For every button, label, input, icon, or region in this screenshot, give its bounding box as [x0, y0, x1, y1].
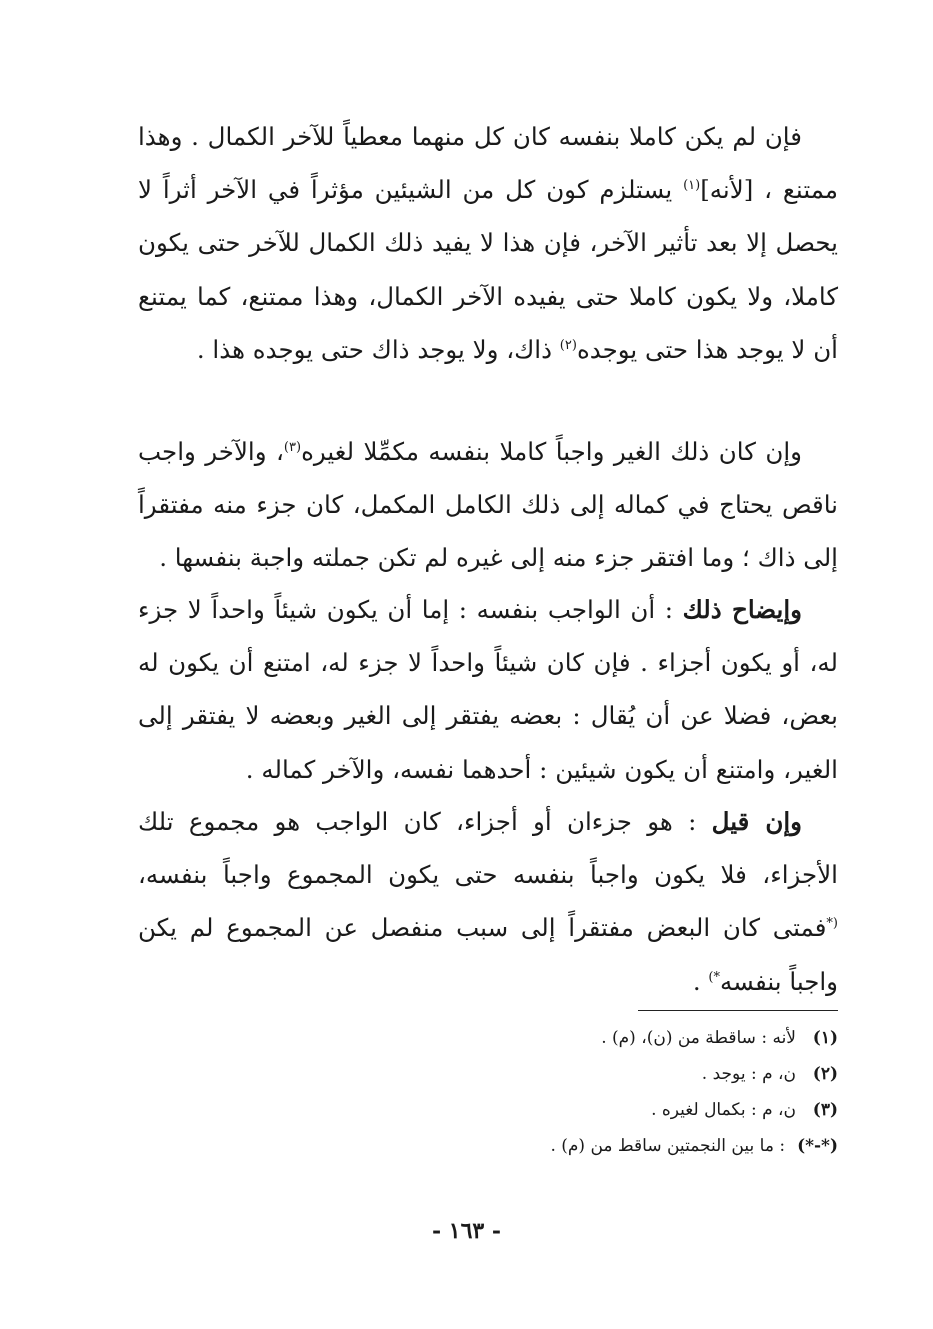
paragraph-2: [138, 425, 838, 585]
footnote-ref-2[interactable]: (٢): [559, 337, 577, 353]
footnote-separator: [638, 1010, 838, 1011]
footnote-text: ن، م : يوجد .: [701, 1064, 796, 1084]
footnote-item: [138, 1020, 838, 1056]
star-marker-close[interactable]: *): [708, 969, 720, 985]
paragraph-1-text-c: ذاك، ولا يوجد ذاك حتى يوجده هذا .: [196, 334, 560, 364]
footnote-item: [138, 1092, 838, 1128]
paragraph-4-text: : هو جزءان أو أجزاء، كان الواجب هو مجموع تلك الأجزاء، فلا يكون واجباً بنفسه حتى يكون المجموع واجباً بنفسه،: [138, 807, 838, 890]
paragraph-4-text-c: .: [692, 966, 709, 996]
paragraph-4: [138, 795, 838, 1008]
footnote-number: (*-*): [797, 1136, 838, 1156]
page-number: - ١٦٣ -: [431, 1218, 502, 1244]
paragraph-4-lead: وإن قيل: [711, 807, 802, 836]
star-marker-open[interactable]: (*: [826, 916, 838, 932]
paragraph-3-text: : أن الواجب بنفسه : إما أن يكون شيئاً واحداً لا جزء له، أو يكون أجزاء . فإن كان شيئاً واحداً لا جزء له، امتنع أن يكون له بعض، فضلا عن أن يُقال : بعضه يفتقر إلى الغير وبعضه لا يفتقر إلى الغير، وامتنع أن يكون شيئين : أحدهما نفسه، والآخر كماله .: [138, 595, 838, 784]
footnote-text: : ما بين النجمتين ساقط من (م) .: [550, 1136, 786, 1156]
footnote-number: (٣): [812, 1100, 838, 1120]
footnote-item: [138, 1056, 838, 1092]
paragraph-1: [138, 110, 838, 376]
paragraph-1-text: فإن لم يكن كاملا بنفسه كان كل منهما معطياً للآخر الكمال . وهذا ممتنع ، [لأنه]: [138, 122, 839, 205]
paragraph-2-text: وإن كان ذلك الغير واجباً كاملا بنفسه مكمِّلا لغيره: [301, 437, 802, 466]
footnote-text: ن، م : بكمال لغيره .: [651, 1100, 796, 1120]
footnote-ref-3[interactable]: (٣): [283, 439, 302, 455]
footnote-number: (١): [812, 1028, 838, 1048]
footnote-number: (٢): [812, 1064, 838, 1084]
paragraph-3: [138, 583, 838, 796]
footnotes: [138, 1020, 838, 1164]
paragraph-2-text-b: ، والآخر واجب ناقص يحتاج في كماله إلى ذلك الكامل المكمل، كان جزء منه مفتقراً إلى ذاك ؛ وما افتقر جزء منه إلى غيره لم تكن جملته واجبة بنفسها .: [138, 437, 838, 573]
footnote-ref-1[interactable]: (١): [683, 178, 701, 194]
paragraph-4-text-b: فمتى كان البعض مفتقراً إلى سبب منفصل عن المجموع لم يكن واجباً بنفسه: [138, 913, 838, 996]
footnote-text: لأنه : ساقطة من (ن)، (م) .: [601, 1028, 796, 1048]
footnote-item: [138, 1128, 838, 1164]
paragraph-1-text-b: يستلزم كون كل من الشيئين مؤثراً في الآخر أثراً لا يحصل إلا بعد تأثير الآخر، فإن هذا لا يفيد ذلك الكمال للآخر حتى يكون كاملا، ولا يكون كاملا حتى يفيده الآخر الكمال، وهذا ممتنع، كما يمتنع أن لا يوجد هذا حتى يوجده: [138, 175, 838, 364]
paragraph-3-lead: وإيضاح ذلك: [682, 595, 802, 624]
